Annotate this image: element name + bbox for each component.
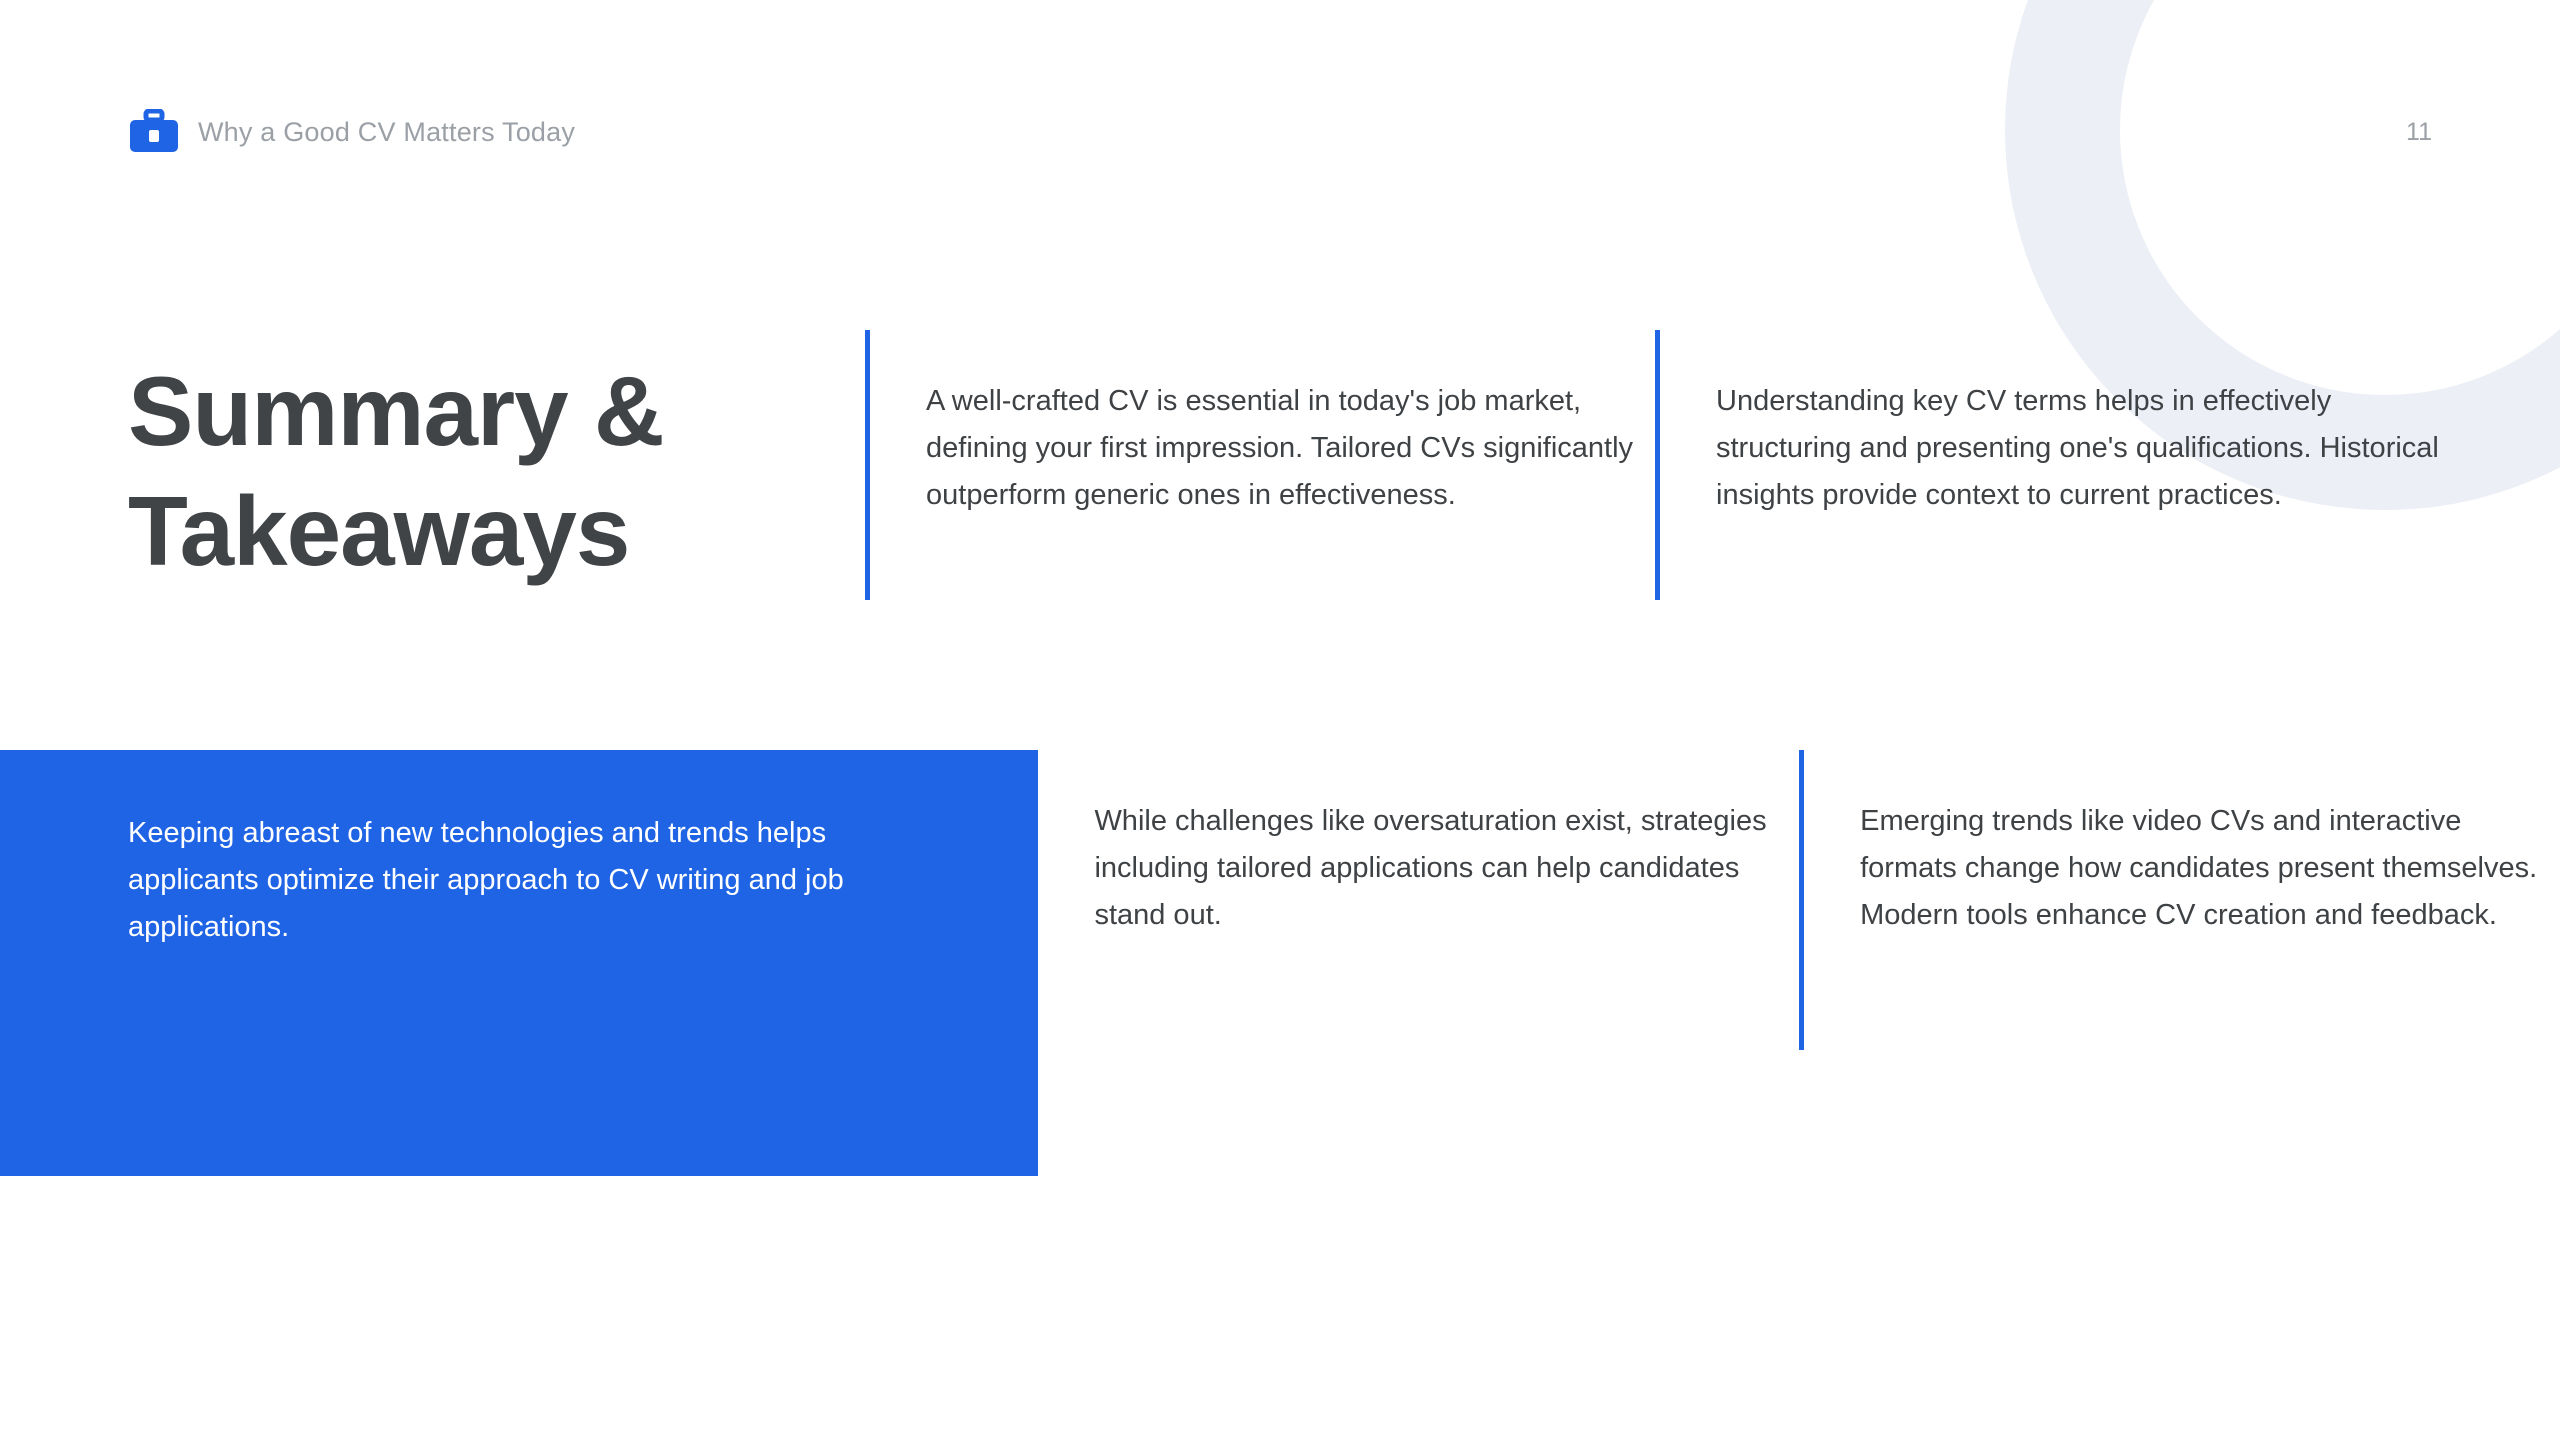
summary-card-4 <box>1038 750 1799 1050</box>
summary-card-1-text: A well-crafted CV is essential in today's job market, defining your first impression. Tailored CVs significantly outperform generic ones in effectiveness. <box>926 385 1634 511</box>
summary-card-1 <box>865 330 1655 600</box>
content-row-bottom <box>0 750 2560 1176</box>
page-number: 11 <box>2406 117 2432 146</box>
summary-card-4-text: While challenges like oversaturation exist, strategies including tailored applications can help candidates stand out. <box>1094 805 1767 931</box>
slide-content <box>0 330 2560 1176</box>
title-cell <box>0 330 865 591</box>
briefcase-icon <box>128 109 180 155</box>
summary-card-2-text: Understanding key CV terms helps in effectively structuring and presenting one's qualifications. Historical insights provide context to current practices. <box>1716 385 2439 511</box>
summary-card-5-text: Emerging trends like video CVs and interactive formats change how candidates present themselves. Modern tools enhance CV creation and feedback. <box>1860 805 2538 931</box>
page-title: Summary & Takeaways <box>128 356 664 586</box>
header-title: Why a Good CV Matters Today <box>198 116 576 147</box>
summary-card-3-text: Keeping abreast of new technologies and trends helps applicants optimize their approach to CV writing and job applications. <box>128 817 844 943</box>
content-row-top <box>0 330 2560 600</box>
slide-header <box>128 104 2432 160</box>
summary-card-2 <box>1655 330 2445 600</box>
summary-card-3-highlighted <box>0 750 1038 1176</box>
summary-card-5 <box>1799 750 2560 1050</box>
